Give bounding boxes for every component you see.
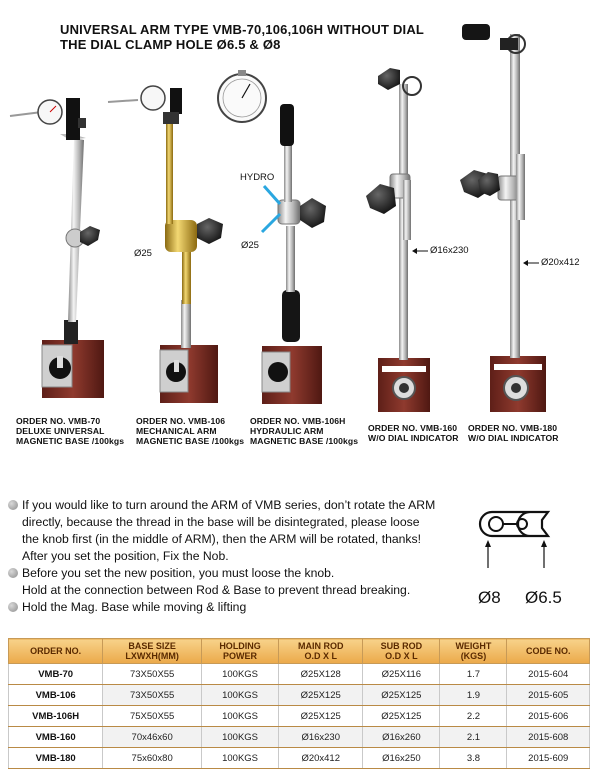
table-cell: 2.1 [440, 727, 507, 748]
table-cell: Ø25X125 [363, 685, 440, 706]
column-header: ORDER NO. [9, 639, 103, 664]
specification-table [8, 638, 590, 769]
table-cell: 3.8 [440, 748, 507, 769]
column-header: CODE NO. [507, 639, 590, 664]
bullet-icon [8, 500, 18, 510]
table-row [9, 685, 590, 706]
bullet-icon [8, 602, 18, 612]
table-cell: Ø16x230 [279, 727, 363, 748]
table-cell: 1.9 [440, 685, 507, 706]
clamp-hole-8-label: Ø8 [478, 588, 501, 607]
table-cell: Ø20x412 [279, 748, 363, 769]
table-cell: 73X50X55 [103, 664, 202, 685]
table-cell: 2015-608 [507, 727, 590, 748]
note-item: Hold the Mag. Base while moving & lifting [8, 599, 470, 616]
product-vmb-106h-image [218, 70, 326, 404]
table-cell: 2015-609 [507, 748, 590, 769]
caption-vmb-106: ORDER NO. VMB-106 MECHANICAL ARM MAGNETIC BASE /100kgs [136, 416, 245, 446]
product-vmb-160-image [366, 68, 430, 412]
table-cell: 1.7 [440, 664, 507, 685]
order-number-cell: VMB-70 [9, 664, 103, 685]
table-cell: 2015-604 [507, 664, 590, 685]
table-cell: Ø16x260 [363, 727, 440, 748]
table-cell: 70x46x60 [103, 727, 202, 748]
table-cell: 100KGS [202, 748, 279, 769]
product-vmb-70-image [10, 98, 104, 398]
caption-vmb-160: ORDER NO. VMB-160 W/O DIAL INDICATOR [368, 423, 459, 443]
table-row [9, 706, 590, 727]
rod-160-label: Ø16x230 [430, 245, 469, 256]
table-cell: 100KGS [202, 727, 279, 748]
dial-clamp-diagram [470, 500, 580, 590]
product-vmb-106-image [108, 86, 223, 403]
caption-vmb-180: ORDER NO. VMB-180 W/O DIAL INDICATOR [468, 423, 559, 443]
note-item: If you would like to turn around the ARM of VMB series, don’t rotate the ARM directly, because the thread in the base will be disintegrated, please loose the knob first (in the middle of ARM), then the ARM will be rotated, thanks! After you set the position, Fix the Nob. [8, 497, 470, 565]
table-cell: Ø25X116 [363, 664, 440, 685]
table-cell: 2015-606 [507, 706, 590, 727]
table-header-row [9, 639, 590, 664]
table-cell: 75x60x80 [103, 748, 202, 769]
table-row [9, 748, 590, 769]
table-cell: Ø16x250 [363, 748, 440, 769]
table-cell: 2015-605 [507, 685, 590, 706]
table-cell: Ø25X125 [279, 706, 363, 727]
hydro-label: HYDRO [240, 172, 275, 183]
table-cell: 100KGS [202, 664, 279, 685]
table-cell: Ø25X128 [279, 664, 363, 685]
column-header: BASE SIZE LXWXH(MM) [103, 639, 202, 664]
title-line-2: THE DIAL CLAMP HOLE Ø6.5 & Ø8 [60, 37, 281, 52]
table-body [9, 664, 590, 769]
title-line-1: UNIVERSAL ARM TYPE VMB-70,106,106H WITHOUT DIAL [60, 22, 425, 37]
clamp-hole-6-5-label: Ø6.5 [525, 588, 562, 607]
table-cell: Ø25X125 [363, 706, 440, 727]
diameter-25-label-a: Ø25 [134, 248, 152, 259]
caption-vmb-70: ORDER NO. VMB-70 DELUXE UNIVERSAL MAGNETIC BASE /100kgs [16, 416, 125, 446]
column-header: WEIGHT (KGS) [440, 639, 507, 664]
order-number-cell: VMB-180 [9, 748, 103, 769]
order-number-cell: VMB-160 [9, 727, 103, 748]
column-header: HOLDING POWER [202, 639, 279, 664]
order-number-cell: VMB-106 [9, 685, 103, 706]
table-cell: 75X50X55 [103, 706, 202, 727]
column-header: SUB ROD O.D X L [363, 639, 440, 664]
usage-notes [8, 497, 470, 616]
note-item: Before you set the new position, you must loose the knob. Hold at the connection between Rod & Base to prevent thread breaking. [8, 565, 470, 599]
table-cell: 73X50X55 [103, 685, 202, 706]
table-cell: Ø25X125 [279, 685, 363, 706]
bullet-icon [8, 568, 18, 578]
rod-180-label: Ø20x412 [541, 257, 580, 268]
product-vmb-180-image [460, 24, 546, 412]
table-row [9, 727, 590, 748]
caption-vmb-106h: ORDER NO. VMB-106H HYDRAULIC ARM MAGNETIC BASE /100kgs [250, 416, 359, 446]
table-cell: 100KGS [202, 685, 279, 706]
column-header: MAIN ROD O.D X L [279, 639, 363, 664]
table-cell: 2.2 [440, 706, 507, 727]
table-row [9, 664, 590, 685]
diameter-25-label-b: Ø25 [241, 240, 259, 251]
table-cell: 100KGS [202, 706, 279, 727]
order-number-cell: VMB-106H [9, 706, 103, 727]
